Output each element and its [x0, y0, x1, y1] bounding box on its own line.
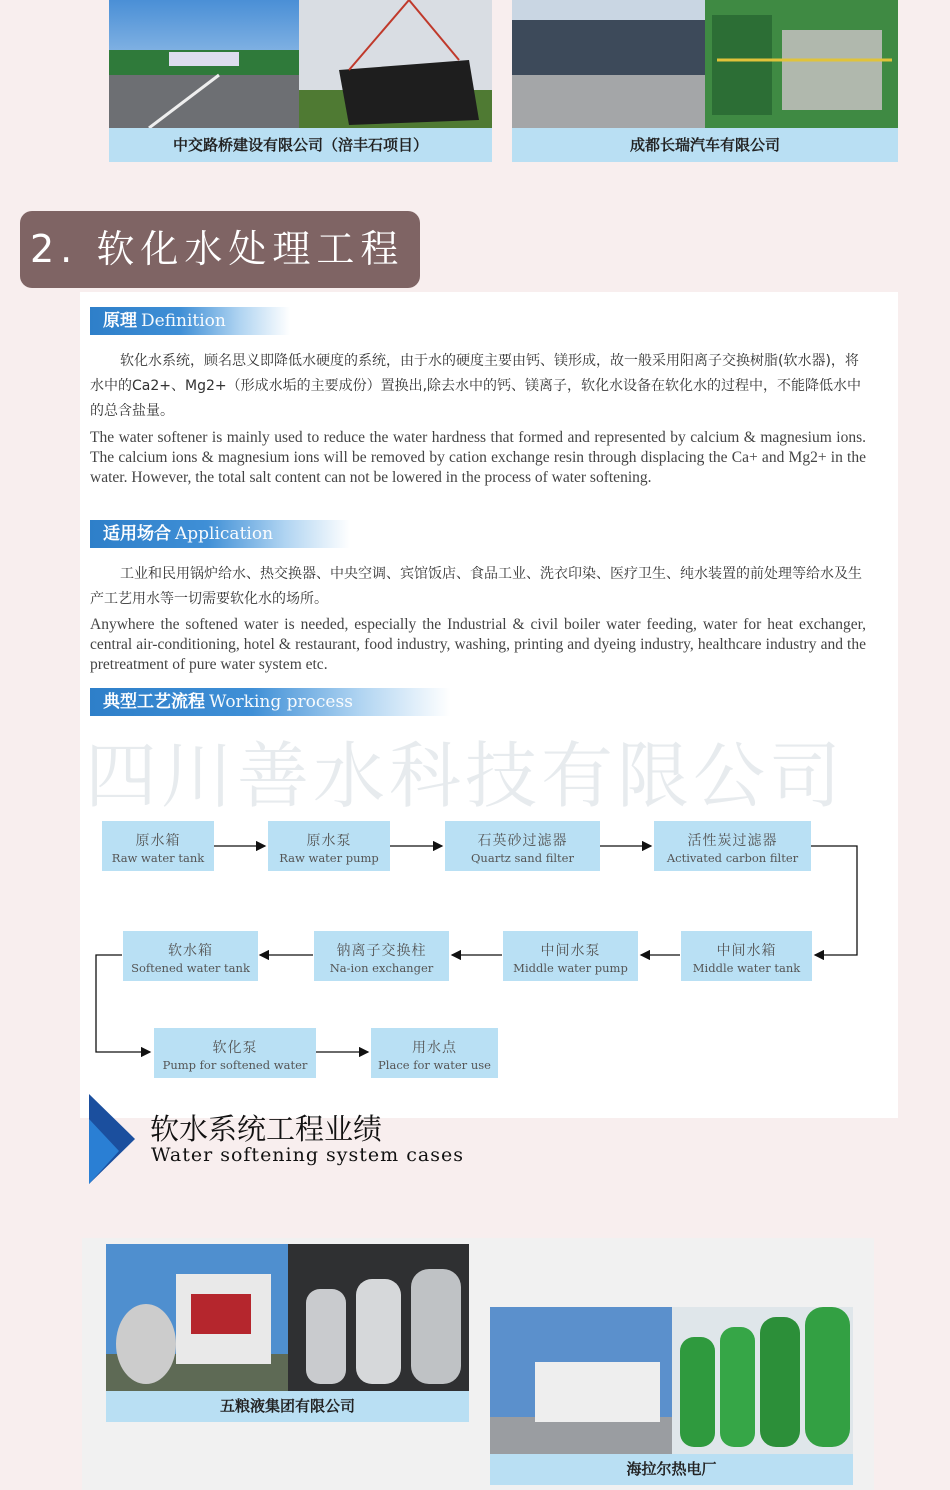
- application-text-zh: 工业和民用锅炉给水、热交换器、中央空调、宾馆饭店、食品工业、洗衣印染、医疗卫生、纯水装置的前处理等给水及生产工艺用水等一切需要软化水的场所。: [90, 566, 862, 607]
- flow-step-raw-water-tank: [102, 821, 214, 871]
- step-zh: 原水泵: [306, 833, 352, 849]
- flow-step-raw-water-pump: [268, 821, 390, 871]
- step-en: Na-ion exchanger: [329, 961, 434, 975]
- heading-zh: 原理: [103, 311, 137, 331]
- step-zh: 活性炭过滤器: [687, 833, 778, 849]
- step-en: Quartz sand filter: [471, 851, 574, 865]
- chevron-logo-icon: [89, 1094, 135, 1184]
- step-zh: 石英砂过滤器: [477, 833, 568, 849]
- heading-en: Working process: [209, 692, 353, 712]
- case-caption: 五粮液集团有限公司: [106, 1391, 469, 1422]
- flow-step-softened-water-tank: [123, 931, 258, 981]
- step-en: Activated carbon filter: [666, 851, 799, 865]
- step-en: Raw water pump: [279, 851, 379, 865]
- flow-step-quartz-sand-filter: [445, 821, 600, 871]
- step-zh: 用水点: [412, 1040, 457, 1056]
- case-card-1: [106, 1244, 469, 1422]
- step-en: Raw water tank: [111, 851, 205, 865]
- section-title: 2. 软化水处理工程: [20, 211, 420, 288]
- step-zh: 软化泵: [212, 1040, 258, 1056]
- step-zh: 中间水泵: [540, 943, 601, 959]
- hailar-power-plant-photo: [490, 1307, 853, 1454]
- flow-step-middle-water-pump: [503, 931, 638, 981]
- heading-zh: 适用场合: [103, 524, 171, 544]
- case-caption: 海拉尔热电厂: [490, 1454, 853, 1485]
- definition-text-en: The water softener is mainly used to reduce the water hardness that formed and represented by calcium & magnesium ions. The calcium ions & magnesium ions will be removed by cation exchange resin through displacing the Ca+ and Mg2+ in the water. However, the total salt content can not be lowered in the process of water softening.: [90, 429, 866, 486]
- project-caption: 中交路桥建设有限公司（涪丰石项目）: [109, 128, 492, 162]
- heading-en: Application: [175, 524, 274, 544]
- application-text-en: Anywhere the softened water is needed, especially the Industrial & civil boiler water feeding, water for heat exchanger, central air-conditioning, hotel & restaurant, food industry, washing, printing and dyeing industry, healthcare industry and the pretreatment of pure water system etc.: [90, 616, 866, 673]
- flow-step-activated-carbon-filter: [654, 821, 811, 871]
- heading-zh: 典型工艺流程: [103, 692, 205, 712]
- flow-step-middle-water-tank: [681, 931, 812, 981]
- step-zh: 软水箱: [168, 943, 213, 959]
- wuliangye-photo: [106, 1244, 469, 1391]
- step-en: Middle water pump: [513, 961, 628, 975]
- flow-step-na-ion-exchanger: [314, 931, 449, 981]
- cases-title: 软水系统工程业绩: [150, 1112, 383, 1146]
- step-en: Pump for softened water: [162, 1058, 308, 1072]
- heading-en: Definition: [141, 311, 226, 331]
- step-en: Softened water tank: [131, 961, 250, 975]
- step-zh: 中间水箱: [716, 943, 777, 959]
- step-zh: 原水箱: [135, 833, 181, 849]
- definition-text-zh: 软化水系统，顾名思义即降低水硬度的系统，由于水的硬度主要由钙、镁形成，故一般采用阳离子交换树脂(软水器)，将水中的Ca2+、Mg2+（形成水垢的主要成份）置换出,除去水中的钙、镁离子，软化水设备在软化水的过程中，不能降低水中的总含盐量。: [90, 353, 862, 419]
- company-watermark: 四川善水科技有限公司: [85, 734, 846, 818]
- step-en: Place for water use: [378, 1058, 491, 1072]
- step-en: Middle water tank: [692, 961, 801, 975]
- case-card-2: [490, 1307, 853, 1485]
- project-caption: 成都长瑞汽车有限公司: [512, 128, 898, 162]
- cases-subtitle: Water softening system cases: [151, 1144, 464, 1166]
- flow-step-softened-water-pump: [154, 1028, 316, 1078]
- step-zh: 钠离子交换柱: [336, 943, 427, 959]
- flow-step-water-use-point: [371, 1028, 498, 1078]
